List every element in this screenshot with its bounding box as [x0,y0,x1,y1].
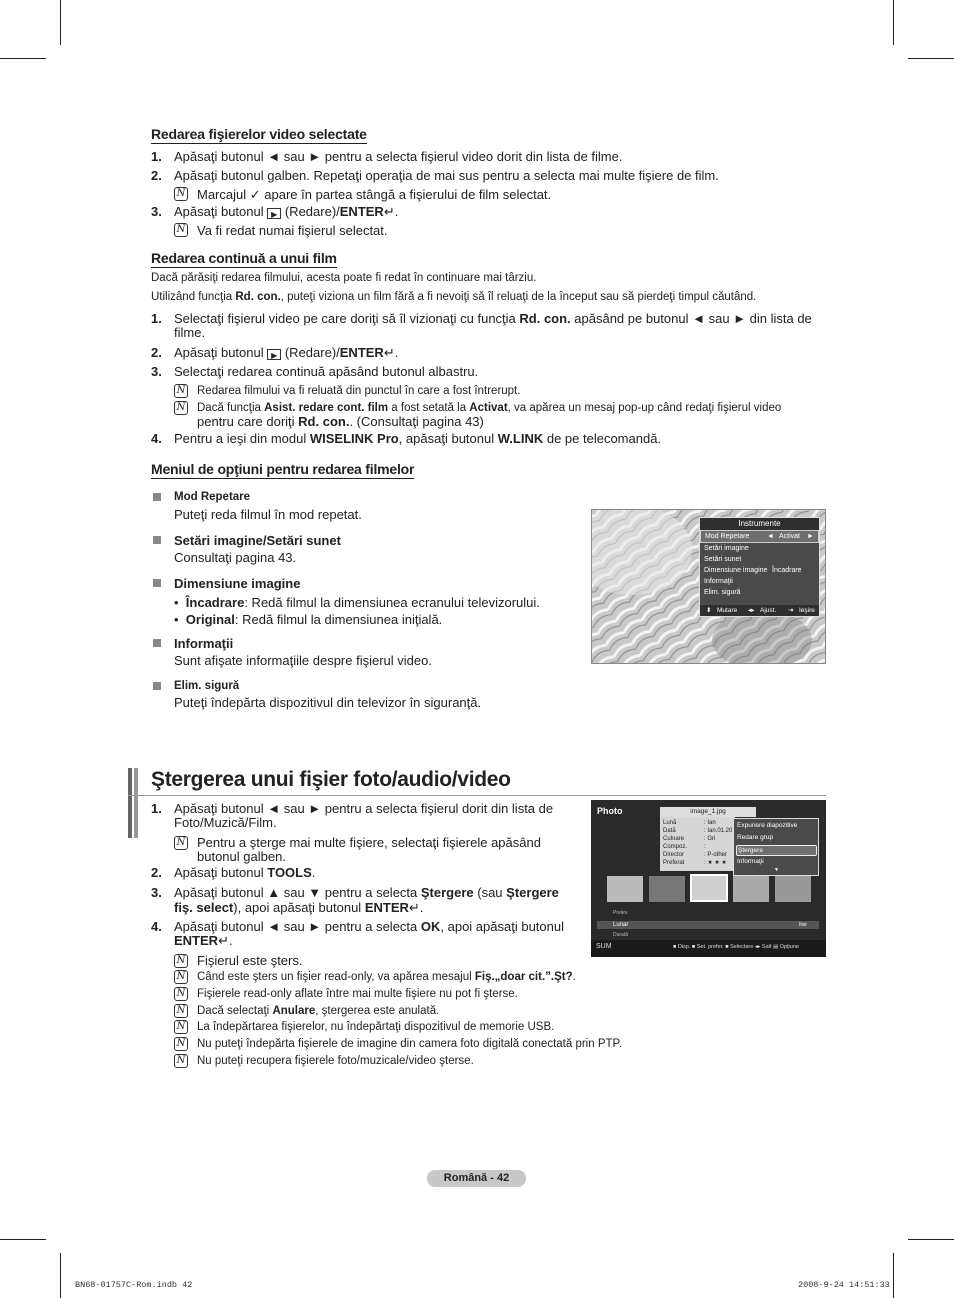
bullet-text: • Încadrare: Redă filmul la dimensiunea ecranului televizorului. [174,595,540,610]
enter-icon: ↵ [408,900,420,915]
crop-mark [908,1239,954,1240]
info-value: : Ian.01.20 [704,828,733,834]
bullet-text: • Original: Redă filmul la dimensiunea iniţială. [174,612,443,627]
thumbnail[interactable] [733,876,769,902]
tools-menu-footer: ⬍ Mutare ◂▸ Ajust. ⇥ Ieşire [700,605,819,616]
step-text: fiş. select), apoi apăsaţi butonul ENTER↵. [174,900,424,915]
info-value: : ★ ★ ★ [704,860,727,866]
list-number: 4. [151,919,162,934]
skip-icon: ◂▸ [754,944,761,950]
filename-tab: image_1.jpg [660,807,756,817]
thumbnail-selected[interactable] [690,874,728,902]
step-text: Selectaţi fişierul video pe care doriţi să îl vizionaţi cu funcţia Rd. con. apăsând pe butonul ◄ sau ► din lista de [174,311,812,326]
list-number: 4. [151,431,162,446]
step-text: Apăsaţi butonul ◄ sau ► pentru a selecta fişierul dorit din lista de [174,801,554,816]
crop-mark [60,1253,61,1298]
list-number: 3. [151,885,162,900]
note-icon: N [174,187,188,201]
leftright-icon: ◂▸ [748,607,755,614]
section-marker [134,768,138,838]
popup-item[interactable]: Redare grup [737,834,774,841]
note-icon: N [174,1054,188,1068]
crop-mark [0,1239,46,1240]
step-text: Pentru a ieşi din modul WISELINK Pro, apăsaţi butonul W.LINK de pe telecomandă. [174,431,662,446]
arrow-left-icon: ◄ [767,533,774,540]
screen-label: Photo [597,806,623,816]
popup-item[interactable]: Informaţii [737,858,764,865]
list-number: 3. [151,364,162,379]
bullet-text: Sunt afişate informaţiile despre fişierul video. [174,653,432,668]
menu-item-sound[interactable]: Setări sunet [704,556,742,563]
note-icon: N [174,987,188,1001]
play-button-icon: ▶ [267,349,281,360]
section-heading: Redarea fişierelor video selectate [151,126,367,142]
crop-mark [893,1253,894,1298]
step-text: Apăsaţi butonul ◄ sau ► pentru a selecta fişierul video dorit din lista de filme. [174,149,623,164]
note-text: Redarea filmului va fi reluată din punctul în care a fost întrerupt. [197,385,521,397]
bullet-title: Informaţii [174,636,234,651]
note-text: butonul galben. [197,849,286,864]
info-row: Director [663,852,685,858]
menu-item-size[interactable]: Dimensiune imagine Încadrare [704,567,802,574]
note-text: Când este şters un fişier read-only, va apărea mesajul Fiş.„doar cit.”.Şt?. [197,971,576,983]
bullet-square [153,536,161,544]
note-icon: N [174,1037,188,1051]
timeline-bar [597,921,819,929]
info-row: Compoz. [663,844,688,850]
thumbnail[interactable] [649,876,685,902]
step-text: Selectaţi redarea continuă apăsând butonul albastru. [174,364,479,379]
tv-screenshot-photo [591,800,826,957]
crop-mark [0,58,46,59]
step-text: filme. [174,325,206,340]
menu-value: Încadrare [772,567,802,574]
step-text: Apăsaţi butonul galben. Repetaţi operaţia de mai sus pentru a selecta mai multe fişiere de film. [174,168,719,183]
arrow-right-icon: ► [807,533,814,540]
bullet-title: Dimensiune imagine [174,576,301,591]
enter-icon: ↵ [383,204,395,219]
info-row: Lună [663,820,677,826]
bullet-square [153,682,161,690]
info-row: Preferat [663,860,685,866]
menu-item-picture[interactable]: Setări imagine [704,545,749,552]
note-icon: N [174,401,188,415]
menu-item-repeat[interactable]: Mod Repetare ◄ Activat ► [700,530,819,543]
enter-icon: ↵ [218,933,229,948]
tools-menu-header: Instrumente [700,518,819,530]
list-number: 2. [151,865,162,880]
note-text: Nu puteţi îndepărta fişierele de imagine din camera foto digitală conectată prin PTP. [197,1038,622,1050]
updown-icon: ⬍ [706,607,712,614]
info-value: : Gri [704,836,716,842]
bullet-text: Puteţi reda filmul în mod repetat. [174,507,362,522]
step-text: Apăsaţi butonul ▶ (Redare)/ENTER↵. [174,204,399,219]
note-text: Pentru a şterge mai multe fişiere, selectaţi fişierele apăsând [197,835,541,850]
section-heading: Redarea continuă a unui film [151,250,337,266]
bar-label: Lunar [613,922,629,928]
note-text: Fişierele read-only aflate între mai multe fişiere nu pot fi şterse. [197,988,518,1000]
note-text: Marcajul ✓ apare în partea stângă a fişierului de film selectat. [197,187,552,202]
info-value: : P-other [704,852,728,858]
tools-menu [699,517,820,617]
print-file-info: BN68-01757C-Rom.indb 42 [75,1280,193,1290]
page-title: Ştergerea unui fişier foto/audio/video [151,768,511,791]
menu-item-safe-remove[interactable]: Elim. sigură [704,589,741,596]
bar-label: Prelev. [613,910,629,916]
note-text: Fişierul este şters. [197,953,303,968]
enter-icon: ↵ [383,345,395,360]
crop-mark [893,0,894,45]
step-text: Apăsaţi butonul ▲ sau ▼ pentru a selecta Ştergere (sau Ştergere [174,885,559,900]
device-label: SUM [596,943,612,950]
note-text: Nu puteţi recupera fişierele foto/muzicale/video şterse. [197,1055,474,1067]
thumbnail[interactable] [607,876,643,902]
info-value: : [704,844,706,850]
bullet-text: Puteţi îndepărta dispozitivul din televizor în siguranţă. [174,695,482,710]
menu-value: Activat [779,533,801,540]
bullet-text: Consultaţi pagina 43. [174,550,297,565]
menu-item-info[interactable]: Informaţii [704,578,733,585]
note-text: Dacă selectaţi Anulare, ştergerea este anulată. [197,1005,440,1017]
bullet-square [153,493,161,501]
step-text: Apăsaţi butonul ◄ sau ► pentru a selecta OK, apoi apăsaţi butonul [174,919,564,934]
bullet-title: Setări imagine/Setări sunet [174,533,341,548]
info-row: Dată [663,828,676,834]
bar-label: Noi [799,922,807,928]
step-text: Apăsaţi butonul TOOLS. [174,865,316,880]
note-icon: N [174,223,188,237]
note-text: Dacă funcţia Asist. redare cont. film a fost setată la Activat, va apărea un mesaj pop-up când redaţi fişierul video [197,402,782,414]
list-number: 2. [151,168,162,183]
thumbnail[interactable] [775,876,811,902]
bullet-title: Elim. sigură [174,680,240,692]
note-icon: N [174,1004,188,1018]
step-text: Apăsaţi butonul ▶ (Redare)/ENTER↵. [174,345,399,360]
yellow-button-icon: ■ [673,944,677,950]
crop-mark [60,0,61,45]
page-number: Română - 42 [427,1170,526,1187]
print-date-info: 2008-9-24 14:51:33 [798,1280,890,1290]
file-info-panel [660,817,735,871]
list-number: 1. [151,311,162,326]
bullet-title: Mod Repetare [174,491,251,503]
title-rule [128,795,826,796]
note-icon: N [174,1020,188,1034]
section-marker [128,768,132,838]
note-icon: N [174,954,188,968]
step-text: ENTER↵. [174,933,233,948]
info-row: Culoare [663,836,685,842]
list-number: 3. [151,204,162,219]
section-heading: Meniul de opţiuni pentru redarea filmelor [151,461,415,477]
popup-item[interactable]: Expunere diapozitive [737,822,798,829]
popup-item-delete[interactable]: Ştergere [736,845,817,856]
info-value: : Ian [704,820,716,826]
list-number: 1. [151,149,162,164]
list-number: 1. [151,801,162,816]
note-icon: N [174,970,188,984]
note-icon: N [174,836,188,850]
note-text: Va fi redat numai fişierul selectat. [197,223,388,238]
legend: ■ Disp. ■ Set. prefer. ■ Selectare ◂▸ Salt ▤ Opţiune [673,944,799,950]
paragraph: Dacă părăsiţi redarea filmului, acesta poate fi redat în continuare mai târziu. [151,272,537,284]
list-number: 2. [151,345,162,360]
bullet-square [153,579,161,587]
exit-icon: ⇥ [788,607,794,614]
step-text: Foto/Muzică/Film. [174,815,277,830]
paragraph: Utilizând funcţia Rd. con., puteţi viziona un film fără a fi nevoiţi să îl reluaţi de la început sau să pierdeţi timpul căutând. [151,291,757,303]
note-text: La îndepărtarea fişierelor, nu îndepărtaţi dispozitivul de memorie USB. [197,1021,555,1033]
crop-mark [908,58,954,59]
checkmark-icon: ✓ [249,187,261,202]
note-text: pentru care doriţi Rd. con.. (Consultaţi pagina 43) [197,414,484,429]
note-icon: N [174,384,188,398]
bar-label: Durată [613,932,629,938]
options-popup [733,818,819,876]
bullet-square [153,639,161,647]
tools-icon: ▤ [772,944,779,950]
green-button-icon: ■ [725,944,729,950]
play-button-icon: ▶ [267,208,281,219]
red-button-icon: ■ [691,944,696,950]
scroll-down-icon: ▼ [774,867,779,873]
